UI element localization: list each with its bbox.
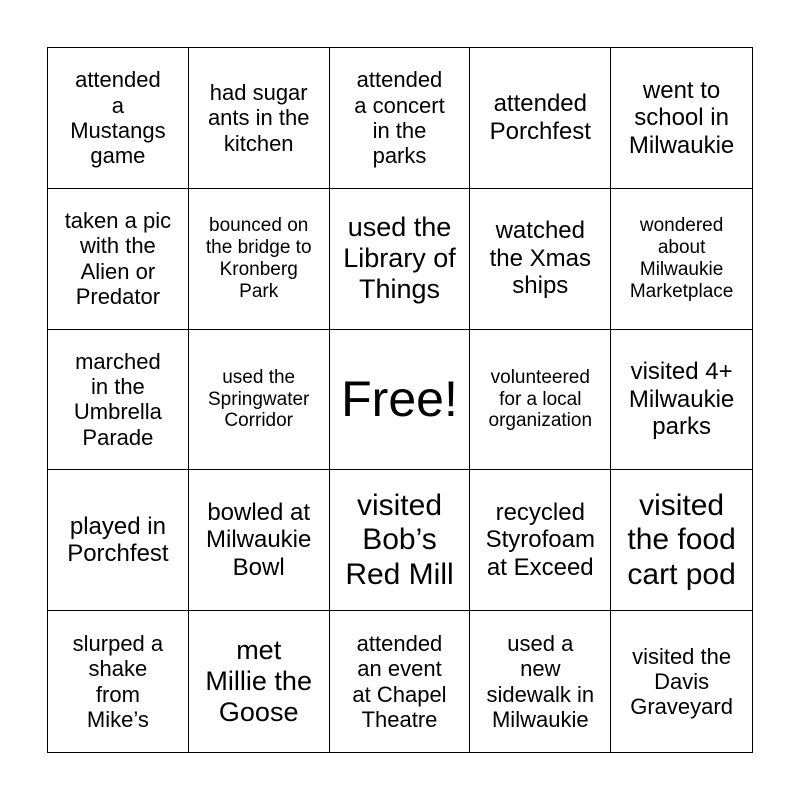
bingo-cell-r1c2[interactable]: had sugar ants in the kitchen <box>189 48 330 189</box>
bingo-board <box>47 47 753 753</box>
bingo-cell-r3c1[interactable]: marched in the Umbrella Parade <box>48 330 189 471</box>
bingo-cell-r2c4[interactable]: watched the Xmas ships <box>470 189 611 330</box>
bingo-cell-r5c5[interactable]: visited the Davis Graveyard <box>630 643 733 720</box>
bingo-cell-r2c5[interactable]: wondered about Milwaukie Marketplace <box>611 189 752 330</box>
bingo-cell-r5c2[interactable]: met Millie the Goose <box>189 611 330 752</box>
bingo-cell-r5c3[interactable]: attended an event at Chapel Theatre <box>330 611 471 752</box>
bingo-cell-r3c2[interactable]: used the Springwater Corridor <box>189 330 330 471</box>
bingo-cell-r1c1[interactable]: attended a Mustangs game <box>48 48 189 189</box>
bingo-cell-r2c1[interactable]: taken a pic with the Alien or Predator <box>48 189 189 330</box>
bingo-cell-r5c1[interactable]: slurped a shake from Mike’s <box>48 611 189 752</box>
bingo-cell-r1c5[interactable]: went to school in Milwaukie <box>611 48 752 189</box>
bingo-cell-r5c4[interactable]: used a new sidewalk in Milwaukie <box>470 611 611 752</box>
bingo-cell-r4c5[interactable]: visited the food cart pod <box>611 470 752 611</box>
bingo-cell-r4c1[interactable]: played in Porchfest <box>48 470 189 611</box>
bingo-cell-r2c3[interactable]: used the Library of Things <box>330 189 471 330</box>
bingo-cell-r3c4[interactable]: volunteered for a local organization <box>470 330 611 471</box>
bingo-cell-r2c2[interactable]: bounced on the bridge to Kronberg Park <box>189 189 330 330</box>
bingo-free-space[interactable]: Free! <box>330 330 471 471</box>
bingo-cell-r4c2[interactable]: bowled at Milwaukie Bowl <box>189 470 330 611</box>
bingo-cell-r1c4[interactable]: attended Porchfest <box>470 48 611 189</box>
bingo-cell-r3c5[interactable]: visited 4+ Milwaukie parks <box>611 330 752 471</box>
bingo-cell-r4c4[interactable]: recycled Styrofoam at Exceed <box>470 470 611 611</box>
bingo-cell-r1c3[interactable]: attended a concert in the parks <box>330 48 471 189</box>
bingo-cell-r4c3[interactable]: visited Bob’s Red Mill <box>330 470 471 611</box>
